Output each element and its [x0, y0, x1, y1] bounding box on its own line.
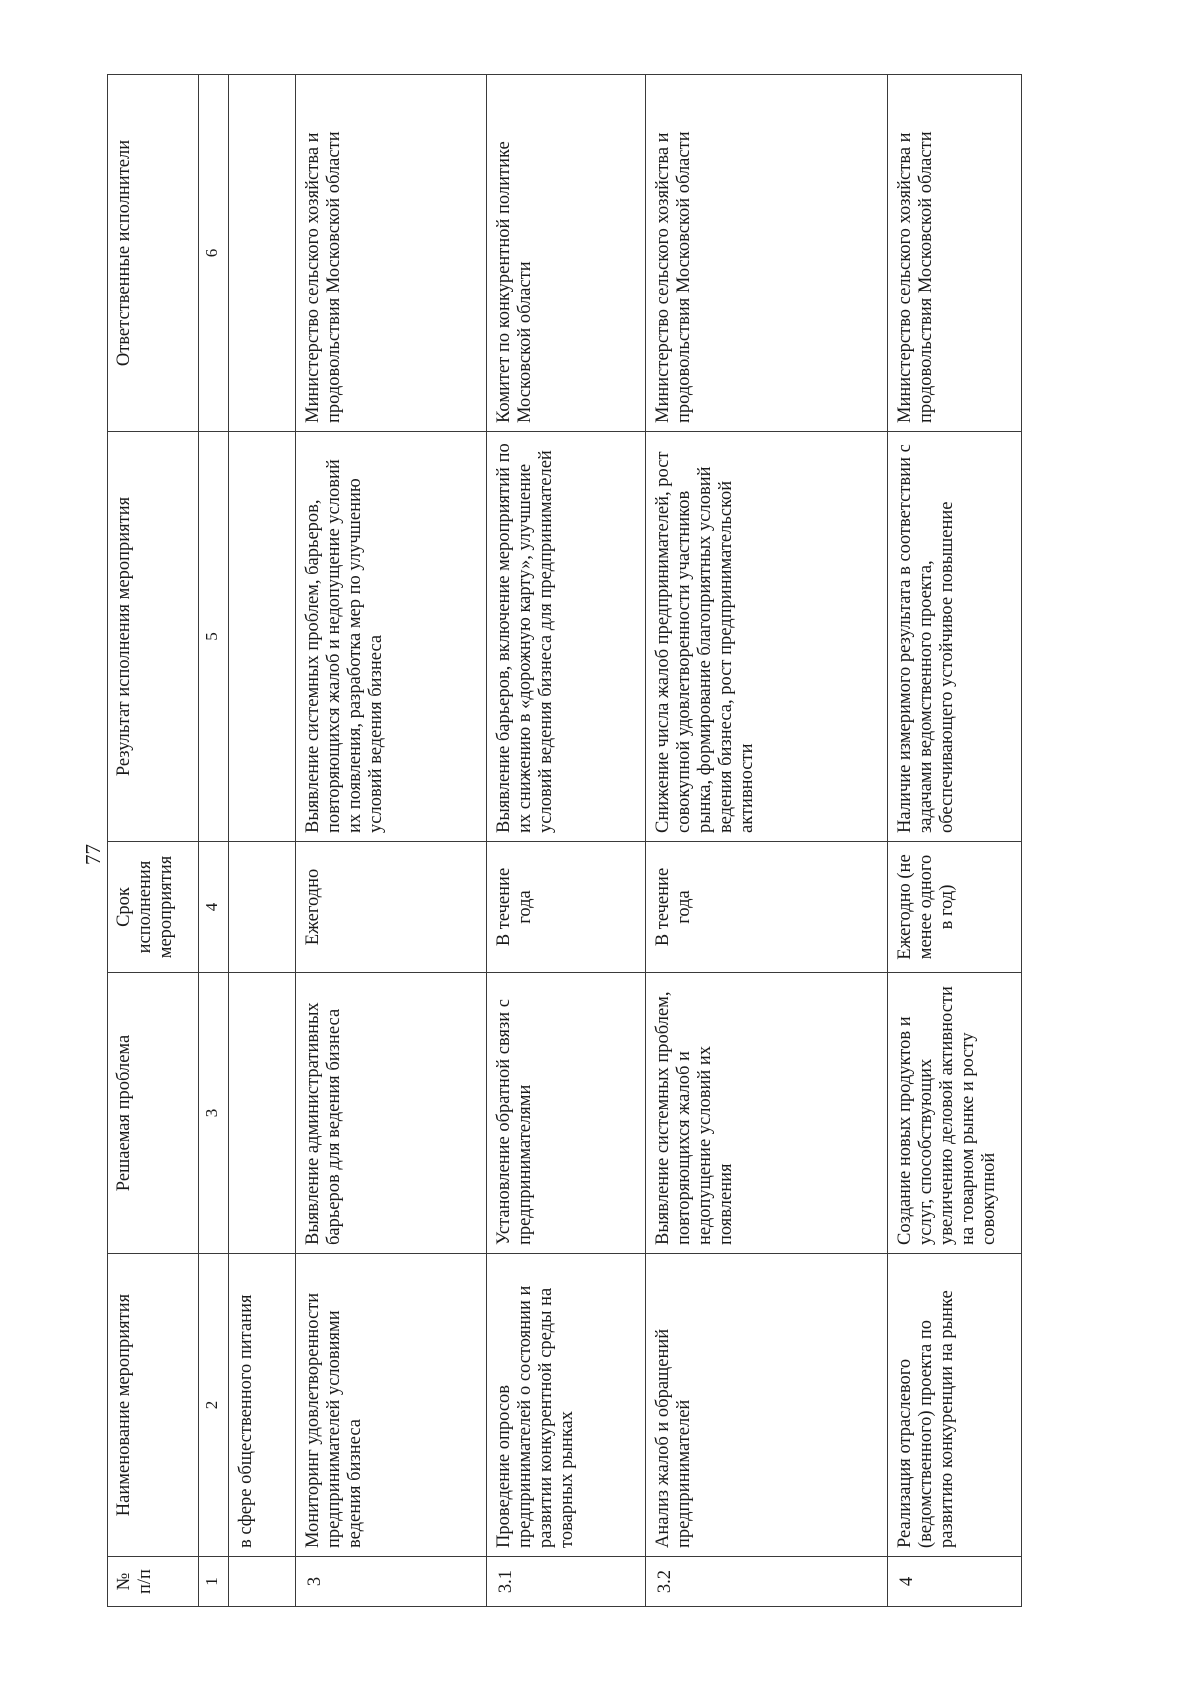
header-result: Результат исполнения мероприятия	[108, 432, 199, 842]
responsible: Комитет по конкурентной политике Московской области	[487, 75, 646, 432]
row-number: 4	[888, 1557, 1022, 1607]
column-number: 6	[199, 75, 229, 432]
term	[229, 842, 296, 973]
row-number: 3.2	[646, 1557, 888, 1607]
responsible-text: Министерство сельского хозяйства и продовольствия Московской области	[895, 131, 936, 423]
row-number	[229, 1557, 296, 1607]
result	[229, 432, 296, 842]
term	[888, 842, 1022, 973]
problem	[888, 973, 1022, 1254]
problem: Установление обратной связи с предпринимателями	[487, 973, 646, 1254]
table-row	[487, 75, 646, 1607]
responsible	[888, 75, 1022, 432]
responsible: Министерство сельского хозяйства и продовольствия Московской области	[296, 75, 487, 432]
term-text: Ежегодно (не менее одного в год)	[895, 854, 957, 960]
measure-name	[888, 1254, 1022, 1557]
measure-name: Мониторинг удовлетворенности предпринимателей условиями ведения бизнеса	[296, 1254, 487, 1557]
measure-name-text: Реализация отраслевого (ведомственного) проекта по развитию конкуренции на рынке	[895, 1290, 957, 1548]
column-number: 5	[199, 432, 229, 842]
term: В течение года	[646, 842, 888, 973]
measure-name: Анализ жалоб и обращений предпринимателей	[646, 1254, 888, 1557]
problem	[229, 973, 296, 1254]
table-row	[296, 75, 487, 1607]
column-number: 3	[199, 973, 229, 1254]
page-number: 77	[81, 844, 105, 865]
row-number: 3	[296, 1557, 487, 1607]
header-problem: Решаемая проблема	[108, 973, 199, 1254]
result: Выявление барьеров, включение мероприятий по их снижению в «дорожную карту», улучшение условий ведения бизнеса для предпринимателей	[487, 432, 646, 842]
table-row	[646, 75, 888, 1607]
measure-name: в сфере общественного питания	[229, 1254, 296, 1557]
column-number-row	[199, 75, 229, 1607]
column-number: 1	[199, 1557, 229, 1607]
problem: Выявление административных барьеров для ведения бизнеса	[296, 973, 487, 1254]
column-number: 2	[199, 1254, 229, 1557]
result: Снижение числа жалоб предпринимателей, рост совокупной удовлетворенности участников рынка, формирование благоприятных условий ведения бизнеса, рост предпринимательской активности	[646, 432, 888, 842]
result	[888, 432, 1022, 842]
result: Выявление системных проблем, барьеров, повторяющихся жалоб и недопущение условий их появления, разработка мер по улучшению условий ведения бизнеса	[296, 432, 487, 842]
measure-name: Проведение опросов предпринимателей о состоянии и развитии конкурентной среды на товарных рынках	[487, 1254, 646, 1557]
measures-table	[107, 74, 1022, 1607]
row-number: 3.1	[487, 1557, 646, 1607]
table-row	[229, 75, 296, 1607]
problem-text: Создание новых продуктов и услуг, способствующих увеличению деловой активности на товарном рынке и росту совокупной	[895, 986, 999, 1245]
table-container	[107, 75, 1030, 1607]
result-text: Наличие измеримого результата в соответствии с задачами ведомственного проекта, обеспечивающего устойчивое повышение	[895, 444, 957, 833]
column-number: 4	[199, 842, 229, 973]
header-name: Наименование мероприятия	[108, 1254, 199, 1557]
header-row	[108, 75, 199, 1607]
header-responsible: Ответственные исполнители	[108, 75, 199, 432]
table-row	[888, 75, 1022, 1607]
term: Ежегодно	[296, 842, 487, 973]
header-term: Срок исполнения мероприятия	[108, 842, 199, 973]
responsible	[229, 75, 296, 432]
responsible: Министерство сельского хозяйства и продовольствия Московской области	[646, 75, 888, 432]
problem: Выявление системных проблем, повторяющихся жалоб и недопущение условий их появления	[646, 973, 888, 1254]
header-num: № п/п	[108, 1557, 199, 1607]
term: В течение года	[487, 842, 646, 973]
